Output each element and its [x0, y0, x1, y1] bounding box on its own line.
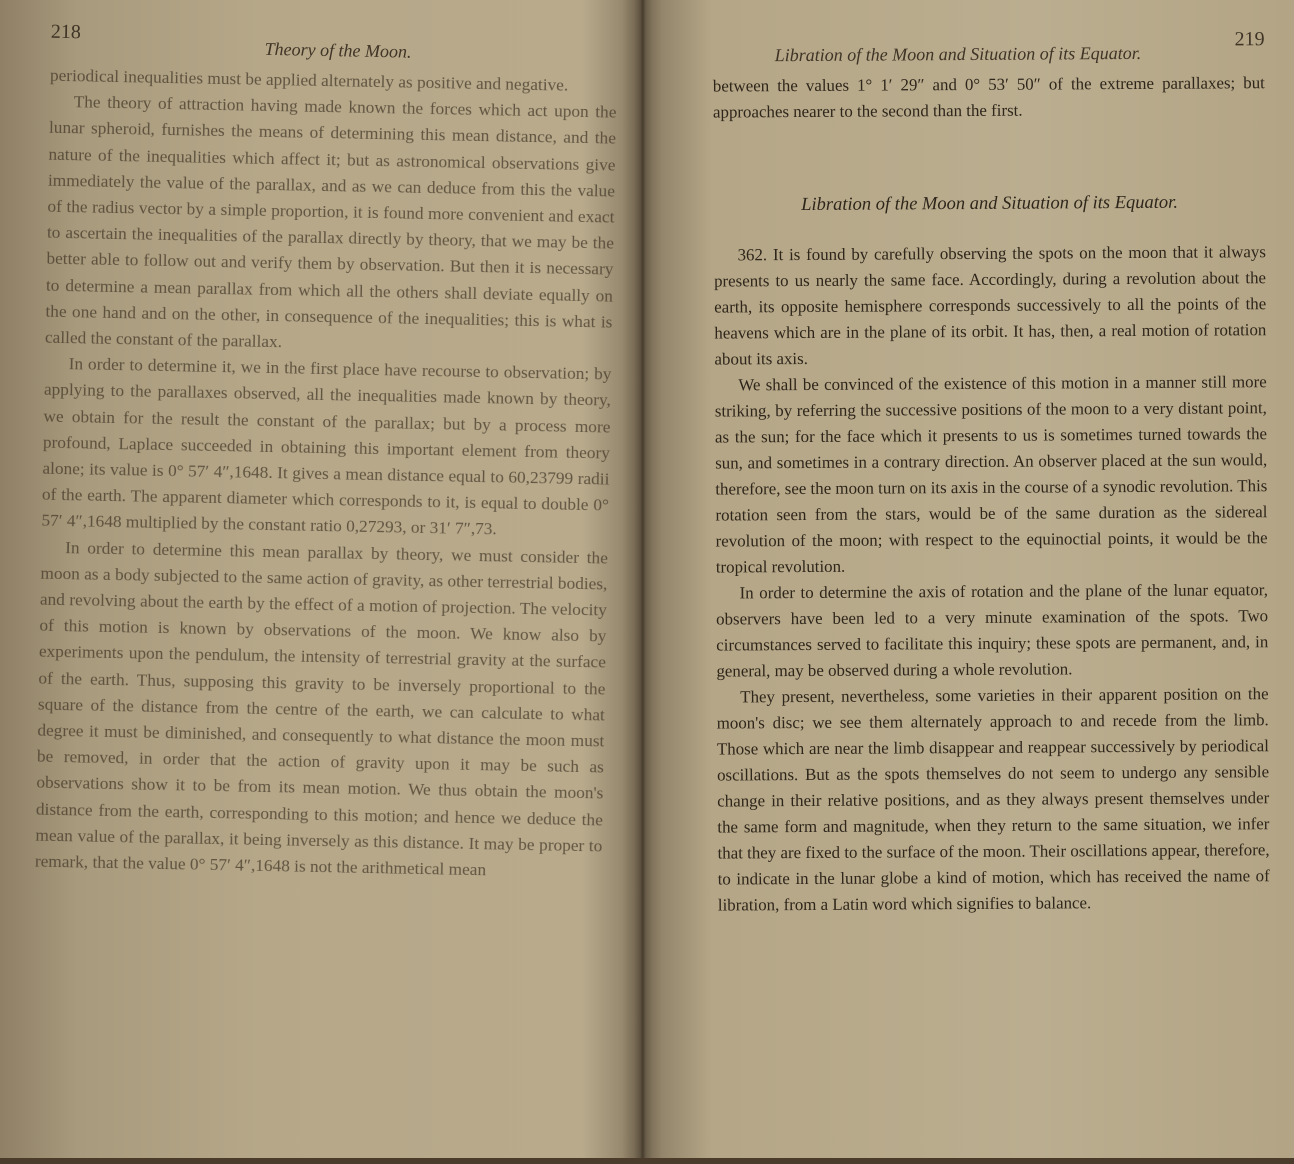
right-running-head [713, 28, 1265, 73]
running-head-title: Libration of the Moon and Situation of its Equator. [774, 42, 1142, 66]
page-number: 218 [50, 20, 82, 44]
right-page [644, 0, 1294, 1160]
paragraph: They present, nevertheless, some varieties in their apparent position on the moon's disc; we see them alternately approach to and recede from the limb. Those which are near the limb disappear and reappear successively by periodical oscillations. But as the spots themselves do not seem to undergo any sensible change in their relative positions, and as they always present themselves under the same form and magnitude, when they return to the same situation, we infer that they are fixed to the surface of the moon. Their oscillations appear, therefore, to indicate in the lunar globe a kind of motion, which has received the name of libration, from a Latin word which signifies to balance. [716, 684, 1270, 915]
right-page-body [713, 70, 1270, 918]
paragraph: In order to determine it, we in the first place have recourse to observation; by applying to the parallaxes observed, all the inequalities made known by theory, we obtain for the result the constant of the parallax; but by a process more profound, Laplace succeeded in obtaining this important element from theory alone; its value is 0° 57′ 4″,1648. It gives a mean distance equal to 60,23799 radii of the earth. The apparent diameter which corresponds to it, is equal to double 0° 57′ 4″,1648 multiplied by the constant ratio 0,27293, or 31′ 7″,73. [41, 354, 612, 539]
paragraph: 362. It is found by carefully observing the spots on the moon that it always presents to us nearly the same face. Accordingly, during a revolution about the earth, its opposite hemisphere corresponds successively to all the points of the heavens which are in the plane of its orbit. It has, then, a real motion of rotation about its axis. [713, 242, 1267, 369]
section-heading: Libration of the Moon and Situation of its Equator. [801, 192, 1178, 216]
paragraph: In order to determine this mean parallax by theory, we must consider the moon as a body subjected to the same action of gravity, as other terrestrial bodies, and revolving about the earth by the effect of a motion of projection. The velocity of this motion is known by observations of the moon. We know also by experiments upon the pendulum, the intensity of terrestrial gravity at the surface of the earth. Thus, supposing this gravity to be inversely proportional to the square of the distance from the centre of the earth, we can calculate to what degree it must be diminished, and consequently to what distance the moon must be removed, in order that the action of gravity upon it may be such as observations show it to be from its mean motion. We thus obtain the moon's distance from the earth, corresponding to this motion; and hence we deduce the mean value of the parallax, it being inversely as this distance. It may be proper to remark, that the value 0° 57′ 4″,1648 is not the arithmetical mean [34, 537, 609, 880]
page-number: 219 [1234, 28, 1265, 51]
running-head-title: Theory of the Moon. [264, 38, 412, 62]
paragraph: In order to determine the axis of rotation and the plane of the lunar equator, observers have been led to a very minute examination of the spots. Two circumstances served to facilitate this inquiry; these spots are permanent, and, in general, may be observed during a whole revolution. [716, 580, 1269, 681]
paragraph: periodical inequalities must be applied alternately as positive and negative. [49, 65, 569, 95]
left-page [0, 0, 646, 1164]
paragraph: between the values 1° 1′ 29″ and 0° 53′ 50″ of the extreme parallaxes; but approaches nearer to the second than the first. [712, 73, 1265, 122]
left-page-body [35, 63, 617, 886]
paragraph: The theory of attraction having made known the forces which act upon the lunar spheroid, furnishes the means of determining this mean distance, and the nature of the inequalities which affect it; but as astronomical observations give immediately the value of the parallax, and as we can deduce from this the value of the radius vector by a simple proportion, it is found more convenient and exact to ascertain the inequalities of the parallax directly by theory, that we may be the better able to follow out and verify them by observation. But then it is necessary to determine a mean parallax from which all the others shall deviate equally on the one hand and on the other, in consequence of the inequalities; this is what is called the constant of the parallax. [44, 92, 617, 352]
paragraph: We shall be convinced of the existence of this motion in a manner still more striking, by referring the successive positions of the moon to a very distant point, as the sun; for the face which it presents to us is sometimes turned towards the sun, and sometimes in a contrary direction. An observer placed at the sun would, therefore, see the moon turn on its axis in the course of a synodic revolution. This rotation seen from the stars, would be of the same duration as the sidereal revolution of the moon; with respect to the equinoctial points, it would be the tropical revolution. [714, 372, 1268, 577]
